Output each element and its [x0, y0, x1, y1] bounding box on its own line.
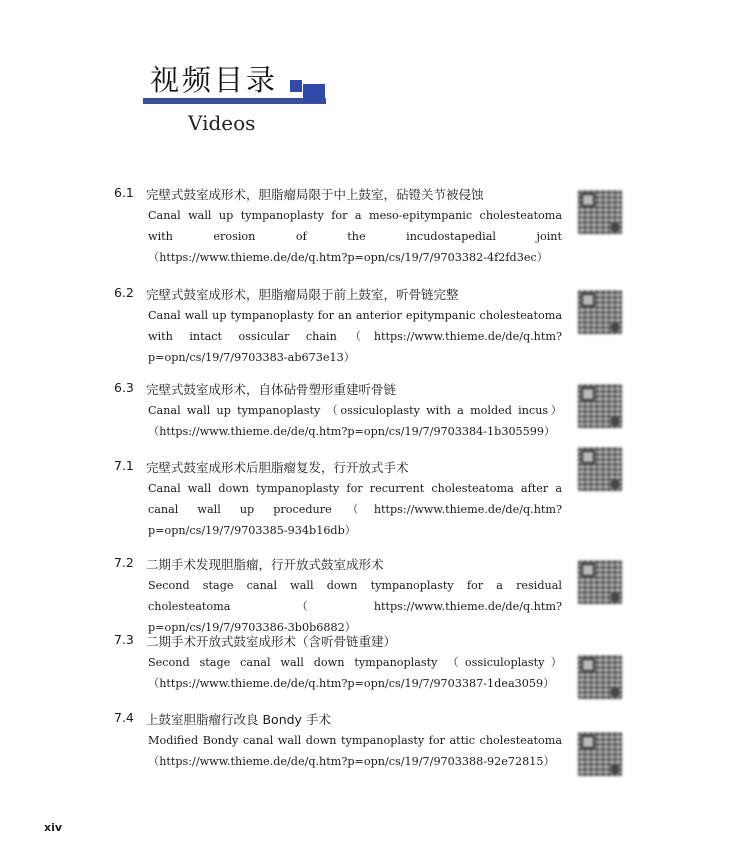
video-title-zh: 完壁式鼓室成形术，胆脂瘤局限于前上鼓室，听骨链完整: [146, 287, 459, 302]
video-description-link[interactable]: Second stage canal wall down tympanoplasty （ossiculoplasty）（https://www.thieme.de/de/q.htm?p=opn/cs/19/7/9703387-1dea3059）: [148, 656, 562, 690]
qr-code-image[interactable]: [578, 384, 622, 428]
title-underline-bar: [143, 98, 326, 104]
video-description-link[interactable]: Second stage canal wall down tympanoplasty for a residual cholesteatoma（https://www.thieme.de/de/q.htm?p=opn/cs/19/7/9703386-3b0b6882）: [148, 579, 562, 634]
qr-code-image[interactable]: [578, 655, 622, 699]
video-number: 7.2: [114, 555, 134, 570]
video-description-link[interactable]: Canal wall up tympanoplasty （ossiculoplasty with a molded incus）（https://www.thieme.de/de/q.htm?p=opn/cs/19/7/9703384-1b305599）: [148, 404, 562, 438]
qr-code-image[interactable]: [578, 560, 622, 604]
video-description-link[interactable]: Modified Bondy canal wall down tympanoplasty for attic cholesteatoma（https://www.thieme.de/de/q.htm?p=opn/cs/19/7/9703388-92e72815）: [148, 734, 562, 768]
video-title-zh: 二期手术开放式鼓室成形术（含听骨链重建）: [146, 634, 397, 649]
video-title-zh: 二期手术发现胆脂瘤，行开放式鼓室成形术: [146, 557, 384, 572]
video-title-zh: 完壁式鼓室成形术，自体砧骨塑形重建听骨链: [146, 382, 397, 397]
decorative-square-small: [290, 80, 302, 92]
decorative-square-large: [303, 84, 325, 103]
qr-code-image[interactable]: [578, 447, 622, 491]
video-number: 7.1: [114, 458, 134, 473]
qr-code-image[interactable]: [578, 190, 622, 234]
video-description-link[interactable]: Canal wall up tympanoplasty for an anterior epitympanic cholesteatoma with intact ossicular chain（https://www.thieme.de/de/q.htm?p=opn/cs/19/7/9703383-ab673e13）: [148, 309, 562, 364]
video-number: 7.4: [114, 710, 134, 725]
qr-code-image[interactable]: [578, 290, 622, 334]
video-title-zh: 完壁式鼓室成形术后胆脂瘤复发，行开放式手术: [146, 460, 409, 475]
video-description-link[interactable]: Canal wall down tympanoplasty for recurrent cholesteatoma after a canal wall up procedure（https://www.thieme.de/de/q.htm?p=opn/cs/19/7/9703385-934b16db）: [148, 482, 562, 537]
qr-code-image[interactable]: [578, 732, 622, 776]
page-title-zh: 视频目录: [150, 63, 279, 97]
video-number: 6.2: [114, 285, 134, 300]
video-title-zh: 上鼓室胆脂瘤行改良 Bondy 手术: [146, 712, 331, 727]
page-number: xiv: [44, 821, 63, 834]
video-number: 6.1: [114, 185, 134, 200]
video-number: 6.3: [114, 380, 134, 395]
video-title-zh: 完壁式鼓室成形术，胆脂瘤局限于中上鼓室，砧镫关节被侵蚀: [146, 187, 484, 202]
video-description-link[interactable]: Canal wall up tympanoplasty for a meso-epitympanic cholesteatoma with erosion of the incudostapedial joint（https://www.thieme.de/de/q.htm?p=opn/cs/19/7/9703382-4f2fd3ec）: [148, 209, 562, 264]
video-number: 7.3: [114, 632, 134, 647]
page-title-en: Videos: [188, 111, 256, 135]
